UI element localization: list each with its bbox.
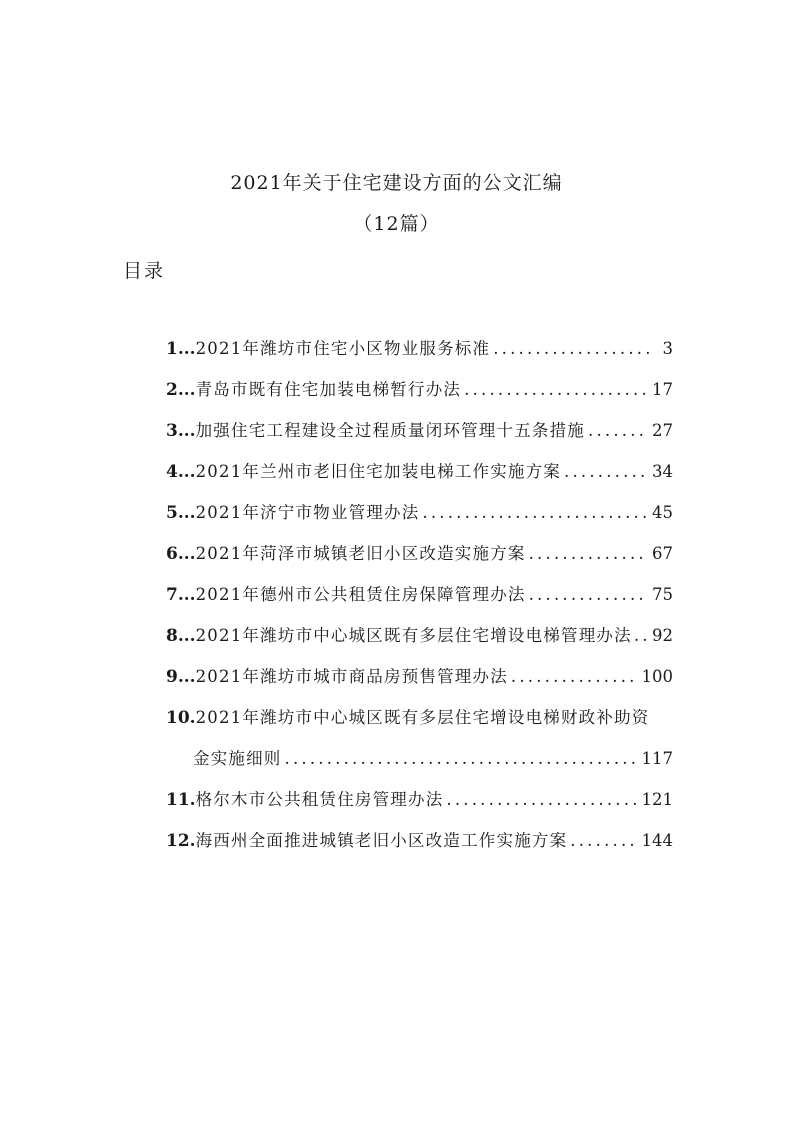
toc-entry-title-continued: 金实施细则 — [193, 749, 282, 768]
toc-dot-leader — [529, 542, 648, 566]
toc-dot-leader — [570, 829, 637, 853]
toc-entry-number: 4 — [166, 462, 178, 482]
toc-entry-leader: ... — [177, 626, 196, 646]
toc-entry-page: 3 — [662, 339, 673, 358]
toc-entry-page: 100 — [641, 667, 673, 686]
toc-entry-number: 7 — [166, 585, 178, 605]
toc-entry-title: 2021年兰州市老旧住宅加装电梯工作实施方案 — [195, 462, 562, 481]
toc-dot-leader — [422, 501, 648, 525]
toc-entry-number: 12 — [166, 831, 190, 851]
toc-entry-page: 75 — [652, 585, 673, 604]
toc-entry-1[interactable] — [166, 337, 673, 378]
document-title: 2021年关于住宅建设方面的公文汇编 — [230, 172, 563, 194]
toc-entry-number: 1 — [166, 339, 178, 359]
toc-entry-leader: ... — [177, 380, 196, 400]
toc-entry-leader: . — [189, 790, 196, 810]
toc-entry-title: 格尔木市公共租赁住房管理办法 — [195, 790, 444, 809]
toc-entry-leader: . — [189, 831, 196, 851]
toc-entry-page: 34 — [652, 462, 673, 481]
toc-entry-leader: ... — [177, 503, 196, 523]
toc-entry-leader: ... — [177, 421, 196, 441]
toc-entry-number: 5 — [166, 503, 178, 523]
document-subtitle: （12篇） — [353, 213, 440, 235]
toc-entry-leader: ... — [177, 462, 196, 482]
toc-entry-6[interactable] — [166, 542, 673, 583]
toc-entry-8[interactable] — [166, 624, 673, 665]
toc-entry-title: 青岛市既有住宅加装电梯暂行办法 — [195, 380, 462, 399]
toc-dot-leader — [634, 624, 650, 648]
toc-entry-12[interactable] — [166, 829, 673, 870]
toc-dot-leader — [529, 583, 648, 607]
toc-entry-number: 2 — [166, 380, 178, 400]
toc-entry-5[interactable] — [166, 501, 673, 542]
toc-dot-leader — [588, 419, 648, 443]
toc-entry-title: 加强住宅工程建设全过程质量闭环管理十五条措施 — [195, 421, 586, 440]
toc-entry-page: 117 — [641, 749, 673, 768]
toc-entry-11[interactable] — [166, 788, 673, 829]
toc-dot-leader — [493, 337, 655, 361]
toc-entry-leader: ... — [177, 585, 196, 605]
toc-entry-3[interactable] — [166, 419, 673, 460]
toc-entry-leader: ... — [177, 667, 196, 687]
toc-entry-2[interactable] — [166, 378, 673, 419]
toc-entry-number: 8 — [166, 626, 178, 646]
toc-entry-title: 2021年潍坊市中心城区既有多层住宅增设电梯财政补助资 — [195, 708, 650, 727]
toc-dot-leader — [446, 788, 637, 812]
toc-dot-leader — [511, 665, 638, 689]
toc-entry-page: 92 — [652, 626, 673, 645]
toc-entry-page: 17 — [652, 380, 673, 399]
toc-entry-page: 27 — [652, 421, 673, 440]
toc-entry-4[interactable] — [166, 460, 673, 501]
toc-entry-10[interactable] — [166, 706, 673, 788]
toc-dot-leader — [464, 378, 648, 402]
toc-entry-title: 2021年德州市公共租赁住房保障管理办法 — [195, 585, 526, 604]
toc-entry-page: 45 — [652, 503, 673, 522]
toc-entry-7[interactable] — [166, 583, 673, 624]
toc-heading: 目录 — [123, 260, 166, 282]
toc-entry-number: 3 — [166, 421, 178, 441]
toc-entry-9[interactable] — [166, 665, 673, 706]
table-of-contents — [166, 337, 673, 870]
toc-entry-page: 144 — [641, 831, 673, 850]
toc-entry-leader: ... — [177, 544, 196, 564]
toc-entry-title: 2021年潍坊市中心城区既有多层住宅增设电梯管理办法 — [195, 626, 632, 645]
toc-entry-number: 6 — [166, 544, 178, 564]
toc-dot-leader — [564, 460, 648, 484]
toc-entry-title: 2021年济宁市物业管理办法 — [195, 503, 420, 522]
toc-entry-leader: . — [189, 708, 196, 728]
toc-entry-title: 海西州全面推进城镇老旧小区改造工作实施方案 — [195, 831, 568, 850]
toc-entry-page: 67 — [652, 544, 673, 563]
toc-entry-title: 2021年菏泽市城镇老旧小区改造实施方案 — [195, 544, 526, 563]
toc-entry-number: 11 — [166, 790, 190, 810]
toc-dot-leader — [285, 747, 638, 771]
toc-entry-page: 121 — [641, 790, 673, 809]
toc-entry-number: 10 — [166, 708, 190, 728]
toc-entry-title: 2021年潍坊市城市商品房预售管理办法 — [195, 667, 508, 686]
toc-entry-leader: ... — [177, 339, 196, 359]
toc-entry-number: 9 — [166, 667, 178, 687]
toc-entry-title: 2021年潍坊市住宅小区物业服务标准 — [195, 339, 491, 358]
